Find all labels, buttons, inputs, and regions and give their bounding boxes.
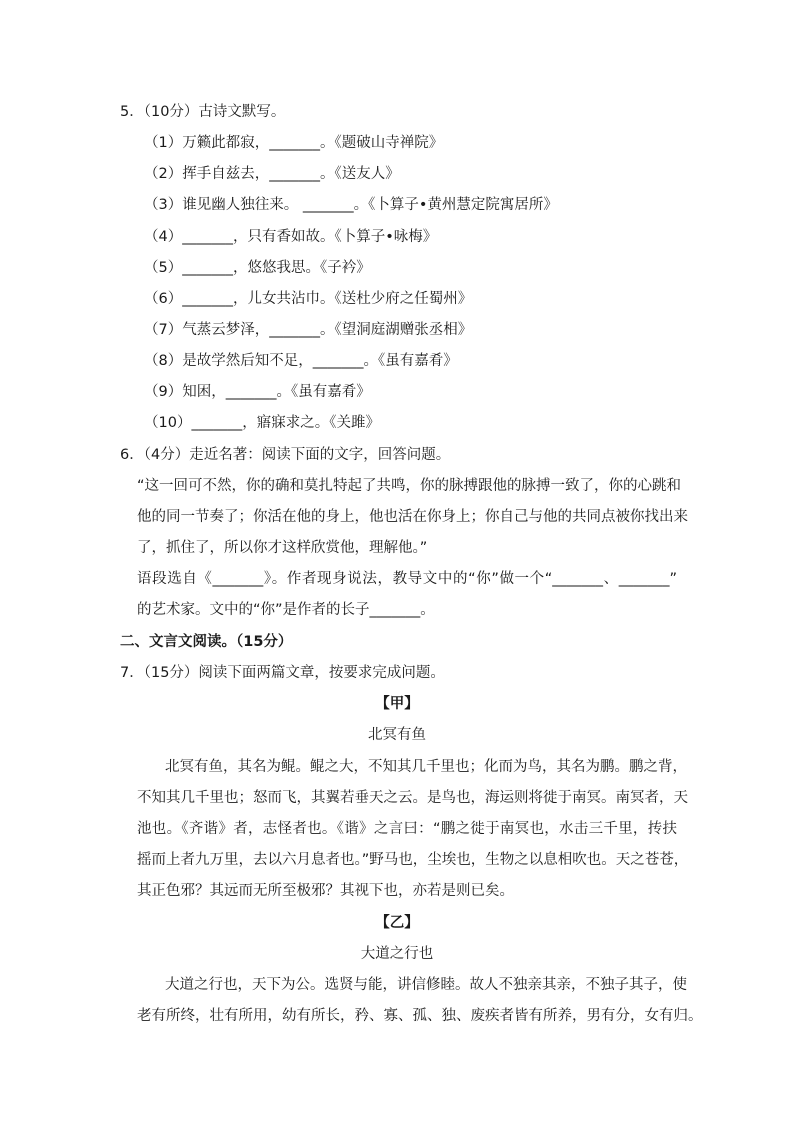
q5-item-8: （8）是故学然后知不足，_______。《虽有嘉肴》: [144, 353, 458, 369]
passage-a-line-1: 北冥有鱼，其名为鲲。鲲之大，不知其几千里也；化而为鸟，其名为鹏。鹏之背，: [165, 759, 687, 775]
q5-item-9: （9）知困，_______。《虽有嘉肴》: [144, 384, 371, 400]
q6-header: 6．（4分）走近名著：阅读下面的文字，回答问题。: [120, 447, 451, 463]
passage-b-line-1: 大道之行也，天下为公。选贤与能，讲信修睦。故人不独亲其亲，不独子其子，使: [165, 977, 687, 993]
q5-item-1: （1）万籁此都寂，_______。《题破山寺禅院》: [144, 135, 444, 151]
q5-header: 5．（10分）古诗文默写。: [120, 104, 286, 120]
q6-quote-line-2: 他的同一节奏了；你活在他的身上，他也活在你身上；你自己与他的共同点被你找出来: [137, 509, 688, 525]
q5-item-5: （5）_______，悠悠我思。《子衿》: [144, 260, 371, 276]
q5-item-2: （2）挥手自兹去，_______。《送友人》: [144, 166, 400, 182]
passage-a-title: 北冥有鱼: [368, 727, 426, 743]
q6-question-line-2: 的艺术家。文中的“你”是作者的长子_______。: [137, 602, 435, 618]
q6-quote-line-1: “这一回可不然，你的确和莫扎特起了共鸣，你的脉搏跟他的脉搏一致了，你的心跳和: [137, 478, 682, 494]
q7-header: 7．（15分）阅读下面两篇文章，按要求完成问题。: [120, 665, 445, 681]
q6-quote-line-3: 了，抓住了，所以你才这样欣赏他，理解他。”: [137, 540, 428, 556]
passage-b-line-2: 老有所终，壮有所用，幼有所长，矜、寡、孤、独、废疾者皆有所养，男有分，女有归。: [137, 1008, 703, 1024]
passage-b-title: 大道之行也: [360, 946, 434, 962]
passage-a-label: 【甲】: [375, 696, 419, 712]
passage-a-line-5: 其正色邪？其远而无所至极邪？其视下也，亦若是则已矣。: [137, 883, 514, 899]
q5-item-4: （4）_______，只有香如故。《卜算子•咏梅》: [144, 229, 438, 245]
q5-item-3: （3）谁见幽人独往来。 _______。《卜算子•黄州慧定院寓居所》: [144, 197, 558, 213]
passage-b-label: 【乙】: [375, 915, 419, 931]
section-2-title: 二、文言文阅读。（15分）: [120, 634, 293, 650]
passage-a-line-4: 摇而上者九万里，去以六月息者也。”野马也，尘埃也，生物之以息相吹也。天之苍苍，: [137, 852, 689, 868]
passage-a-line-2: 不知其几千里也；怒而飞，其翼若垂天之云。是鸟也，海运则将徙于南冥。南冥者，天: [137, 790, 688, 806]
passage-a-line-3: 池也。《齐谐》者，志怪者也。《谐》之言曰：“鹏之徙于南冥也，水击三千里，抟扶: [137, 821, 677, 837]
q5-item-10: （10）_______，寤寐求之。《关雎》: [144, 415, 380, 431]
q5-item-7: （7）气蒸云梦泽，_______。《望洞庭湖赠张丞相》: [144, 322, 473, 338]
q6-question-line-1: 语段选自《_______》。作者现身说法，教导文中的“你”做一个“_______、_______”: [137, 571, 677, 587]
q5-item-6: （6）_______，儿女共沾巾。《送杜少府之任蜀州》: [144, 291, 473, 307]
